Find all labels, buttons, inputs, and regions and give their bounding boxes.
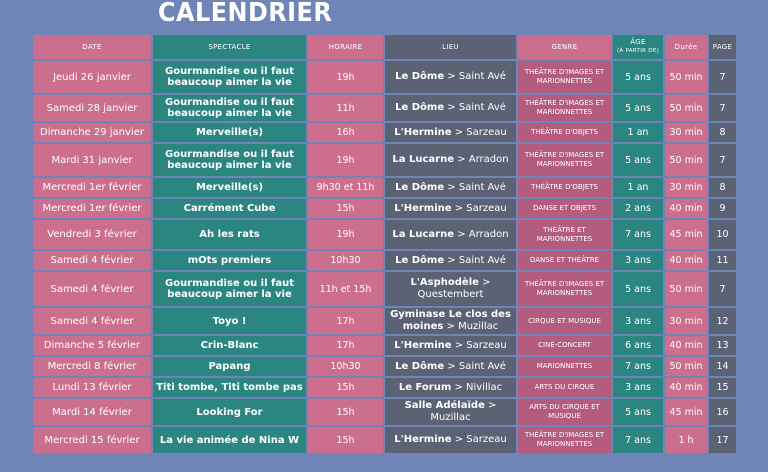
row-genre: THÉÂTRE D'IMAGES ET MARIONNETTES [518, 95, 611, 121]
row-lieu [385, 220, 516, 249]
row-spectacle: Gourmandise ou il faut beaucoup aimer la vie [153, 272, 306, 306]
row-genre: DANSE ET OBJETS [518, 199, 611, 218]
header-lieu: LIEU [385, 35, 516, 59]
row-duree: 30 min [665, 178, 707, 197]
venue-town: > Saint Avé [444, 71, 506, 82]
row-genre: DANSE ET THÉÂTRE [518, 251, 611, 270]
row-age: 3 ans [613, 251, 663, 270]
row-genre: THÉÂTRE D'IMAGES ET MARIONNETTES [518, 144, 611, 176]
venue-name: L'Hermine [394, 434, 452, 445]
row-spectacle: La vie animée de Nina W [153, 427, 306, 453]
row-age: 1 an [613, 178, 663, 197]
row-page: 7 [709, 95, 736, 121]
venue-town: > Saint Avé [444, 360, 506, 372]
row-genre: THÉÂTRE ET MARIONNETTES [518, 220, 611, 249]
row-genre: CIRQUE ET MUSIQUE [518, 308, 611, 334]
venue-town: > Saint Avé [444, 181, 506, 193]
row-spectacle: Ah les rats [153, 220, 306, 249]
venue-town: > Saint Avé [444, 102, 506, 113]
table-row [33, 308, 736, 334]
table-row [33, 95, 736, 121]
row-page: 17 [709, 427, 736, 453]
row-horaire: 15h [308, 427, 383, 453]
row-horaire: 17h [308, 336, 383, 355]
venue-town: > Sarzeau [451, 202, 507, 214]
row-date: Mercredi 15 février [33, 427, 151, 453]
table-row [33, 199, 736, 218]
header-spectacle: SPECTACLE [153, 35, 306, 59]
row-date: Mardi 31 janvier [33, 144, 151, 176]
row-date: Samedi 4 février [33, 251, 151, 270]
row-horaire: 10h30 [308, 251, 383, 270]
venue-town: > Arradon [454, 154, 509, 165]
header-date: DATE [33, 35, 151, 59]
row-date: Dimanche 29 janvier [33, 123, 151, 142]
venue-town: > Muzillac [430, 400, 497, 423]
row-lieu [385, 399, 516, 425]
venue-town: > Sarzeau [451, 126, 507, 138]
page-title: CALENDRIER [158, 0, 333, 28]
row-spectacle: Merveille(s) [153, 178, 306, 197]
venue-town: > Arradon [454, 228, 509, 240]
row-horaire: 15h [308, 378, 383, 397]
row-genre: THÉÂTRE D'IMAGES ET MARIONNETTES [518, 61, 611, 93]
venue-name: La Lucarne [392, 228, 455, 240]
row-spectacle: Gourmandise ou il faut beaucoup aimer la vie [153, 61, 306, 93]
table-row [33, 378, 736, 397]
row-spectacle: Titi tombe, Titi tombe pas [153, 378, 306, 397]
row-duree: 50 min [665, 272, 707, 306]
row-horaire: 17h [308, 308, 383, 334]
row-duree: 45 min [665, 399, 707, 425]
row-spectacle: mOts premiers [153, 251, 306, 270]
row-age: 7 ans [613, 357, 663, 376]
row-date: Lundi 13 février [33, 378, 151, 397]
row-duree: 30 min [665, 308, 707, 334]
table-row [33, 123, 736, 142]
row-lieu [385, 427, 516, 453]
row-page: 8 [709, 123, 736, 142]
venue-name: Le Dôme [395, 360, 445, 372]
table-row [33, 251, 736, 270]
row-lieu [385, 123, 516, 142]
row-spectacle: Gourmandise ou il faut beaucoup aimer la vie [153, 95, 306, 121]
row-spectacle: Looking For [153, 399, 306, 425]
header-age [613, 35, 663, 59]
row-horaire: 10h30 [308, 357, 383, 376]
row-age: 5 ans [613, 144, 663, 176]
header-age-sub: (À PARTIR DE) [616, 48, 660, 54]
row-page: 7 [709, 144, 736, 176]
venue-town: > Muzillac [443, 321, 499, 332]
venue-name: L'Hermine [394, 126, 452, 138]
row-spectacle: Toyo ! [153, 308, 306, 334]
row-date: Dimanche 5 février [33, 336, 151, 355]
venue-name: Le Dôme [395, 71, 445, 82]
row-page: 15 [709, 378, 736, 397]
row-genre: THÉÂTRE D'OBJETS [518, 178, 611, 197]
row-lieu [385, 199, 516, 218]
row-date: Samedi 4 février [33, 308, 151, 334]
venue-town: > Nivillac [451, 381, 503, 393]
row-duree: 1 h [665, 427, 707, 453]
row-lieu [385, 61, 516, 93]
row-page: 8 [709, 178, 736, 197]
row-age: 5 ans [613, 399, 663, 425]
row-horaire: 11h [308, 95, 383, 121]
row-age: 3 ans [613, 308, 663, 334]
venue-name: Le Dôme [395, 181, 445, 193]
row-duree: 50 min [665, 61, 707, 93]
header-genre: GENRE [518, 35, 611, 59]
venue-name: Gyminase Le clos des moines [390, 309, 511, 332]
venue-name: Le Dôme [395, 254, 445, 266]
row-lieu [385, 336, 516, 355]
header-horaire: HORAIRE [308, 35, 383, 59]
row-duree: 40 min [665, 336, 707, 355]
venue-name: L'Asphodèle [410, 277, 479, 288]
venue-town: > Sarzeau [451, 434, 507, 445]
table-row [33, 61, 736, 93]
row-spectacle: Crin-Blanc [153, 336, 306, 355]
row-age: 5 ans [613, 272, 663, 306]
row-duree: 40 min [665, 199, 707, 218]
row-lieu [385, 378, 516, 397]
row-page: 7 [709, 61, 736, 93]
row-spectacle: Carrément Cube [153, 199, 306, 218]
row-page: 12 [709, 308, 736, 334]
venue-name: L'Hermine [394, 202, 452, 214]
row-age: 3 ans [613, 378, 663, 397]
venue-name: Salle Adélaïde [404, 400, 485, 411]
row-genre: THÉÂTRE D'OBJETS [518, 123, 611, 142]
header-row [33, 35, 736, 59]
table-row [33, 427, 736, 453]
row-lieu [385, 357, 516, 376]
venue-town: > Sarzeau [451, 339, 507, 351]
table-row [33, 220, 736, 249]
row-lieu [385, 144, 516, 176]
row-date: Mardi 14 février [33, 399, 151, 425]
row-age: 7 ans [613, 220, 663, 249]
row-date: Samedi 4 février [33, 272, 151, 306]
row-horaire: 15h [308, 199, 383, 218]
row-date: Mercredi 1er février [33, 199, 151, 218]
row-page: 7 [709, 272, 736, 306]
row-lieu [385, 308, 516, 334]
row-genre: THÉÂTRE D'IMAGES ET MARIONNETTES [518, 272, 611, 306]
row-duree: 40 min [665, 378, 707, 397]
row-age: 5 ans [613, 95, 663, 121]
row-genre: ARTS DU CIRQUE ET MUSIQUE [518, 399, 611, 425]
row-lieu [385, 178, 516, 197]
row-lieu [385, 272, 516, 306]
header-age-label: ÂGE [630, 38, 646, 46]
row-duree: 40 min [665, 251, 707, 270]
calendar-table [31, 33, 738, 455]
venue-town: > Saint Avé [444, 254, 506, 266]
row-page: 9 [709, 199, 736, 218]
row-duree: 50 min [665, 144, 707, 176]
row-horaire: 16h [308, 123, 383, 142]
row-horaire: 9h30 et 11h [308, 178, 383, 197]
row-spectacle: Papang [153, 357, 306, 376]
table-row [33, 336, 736, 355]
venue-town: > Questembert [417, 277, 491, 300]
row-duree: 45 min [665, 220, 707, 249]
table-row [33, 144, 736, 176]
row-page: 14 [709, 357, 736, 376]
row-duree: 50 min [665, 95, 707, 121]
row-lieu [385, 95, 516, 121]
row-spectacle: Merveille(s) [153, 123, 306, 142]
venue-name: Le Forum [398, 381, 452, 393]
row-date: Jeudi 26 janvier [33, 61, 151, 93]
row-date: Samedi 28 janvier [33, 95, 151, 121]
row-genre: THÉÂTRE D'IMAGES ET MARIONNETTES [518, 427, 611, 453]
row-spectacle: Gourmandise ou il faut beaucoup aimer la vie [153, 144, 306, 176]
row-age: 5 ans [613, 61, 663, 93]
row-page: 13 [709, 336, 736, 355]
row-horaire: 19h [308, 144, 383, 176]
row-duree: 50 min [665, 357, 707, 376]
row-date: Mercredi 1er février [33, 178, 151, 197]
row-genre: MARIONNETTES [518, 357, 611, 376]
row-age: 1 an [613, 123, 663, 142]
row-genre: CINÉ-CONCERT [518, 336, 611, 355]
header-duree: Durée [665, 35, 707, 59]
table-row [33, 357, 736, 376]
row-lieu [385, 251, 516, 270]
row-page: 11 [709, 251, 736, 270]
venue-name: Le Dôme [395, 102, 445, 113]
row-horaire: 15h [308, 399, 383, 425]
row-horaire: 19h [308, 61, 383, 93]
row-date: Mercredi 8 février [33, 357, 151, 376]
row-age: 7 ans [613, 427, 663, 453]
row-age: 6 ans [613, 336, 663, 355]
row-horaire: 11h et 15h [308, 272, 383, 306]
table-row [33, 272, 736, 306]
row-page: 10 [709, 220, 736, 249]
row-date: Vendredi 3 février [33, 220, 151, 249]
table-row [33, 178, 736, 197]
row-horaire: 19h [308, 220, 383, 249]
header-page: PAGE [709, 35, 736, 59]
row-age: 2 ans [613, 199, 663, 218]
row-page: 16 [709, 399, 736, 425]
table-row [33, 399, 736, 425]
row-duree: 30 min [665, 123, 707, 142]
row-genre: ARTS DU CIRQUE [518, 378, 611, 397]
venue-name: L'Hermine [394, 339, 452, 351]
venue-name: La Lucarne [392, 154, 455, 165]
